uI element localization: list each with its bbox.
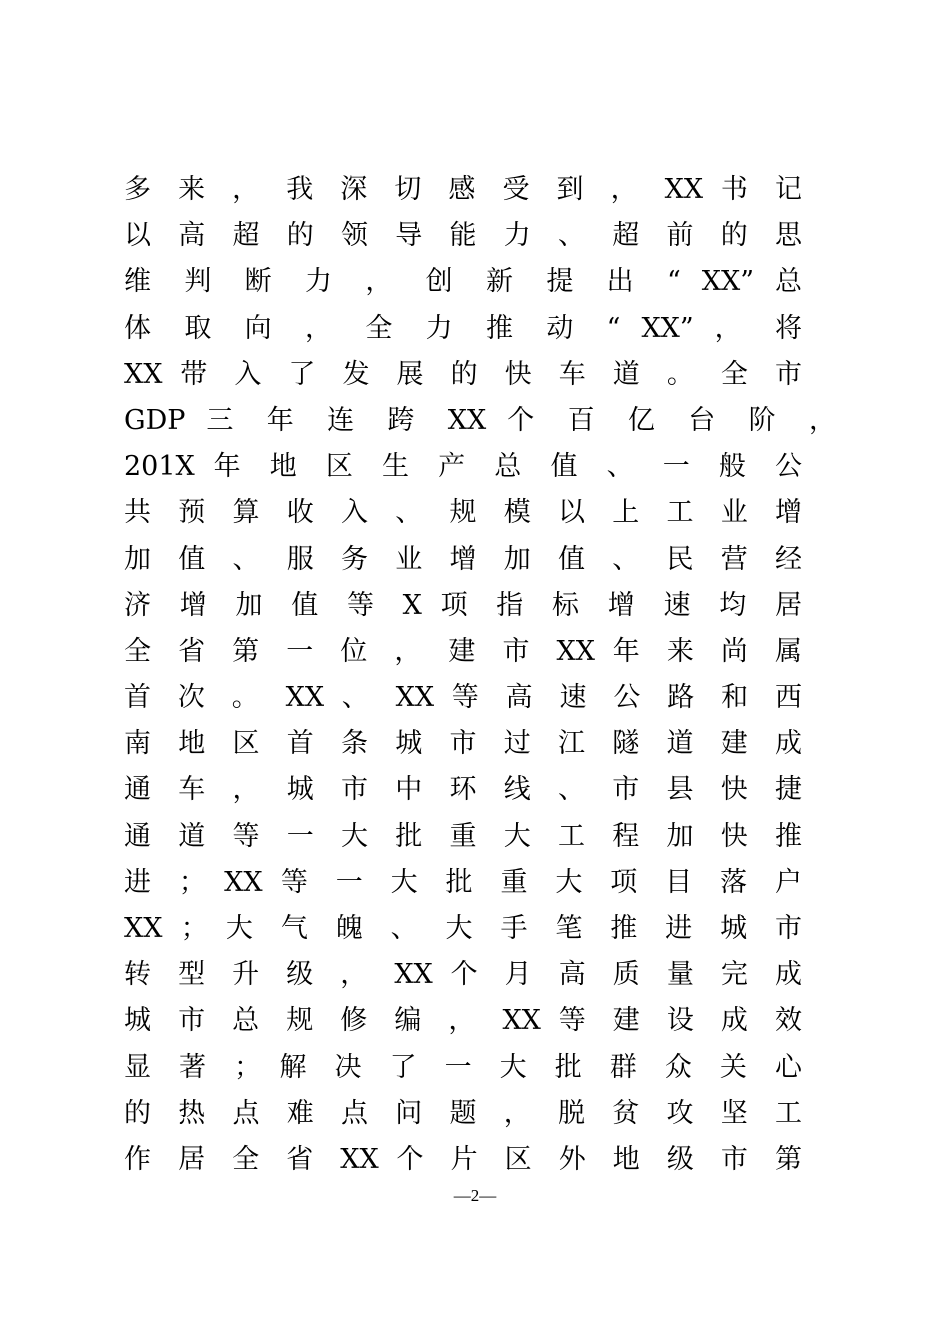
- page-number: —2—: [453, 1186, 497, 1205]
- text-line: 加 值 、 服 务 业 增 加 值 、 民 营 经: [124, 543, 802, 575]
- text-line: XX 带 入 了 发 展 的 快 车 道 。 全 市: [124, 358, 802, 390]
- text-line: 201X 年 地 区 生 产 总 值 、 一 般 公: [124, 451, 802, 483]
- text-line: XX ； 大 气 魄 、 大 手 笔 推 进 城 市: [124, 913, 802, 944]
- text-line: 南 地 区 首 条 城 市 过 江 隧 道 建 成: [124, 728, 802, 760]
- text-line: 作 居 全 省 XX 个 片 区 外 地 级 市 第: [124, 1143, 802, 1175]
- text-line: 体 取 向 ， 全 力 推 动 “ XX” ， 将: [124, 312, 802, 344]
- text-line: 多 来 ， 我 深 切 感 受 到 ， XX 书 记: [124, 174, 802, 205]
- text-line: 维 判 断 力 ， 创 新 提 出 “ XX” 总: [124, 266, 802, 298]
- text-line: 济 增 加 值 等 X 项 指 标 增 速 均 居: [124, 589, 802, 621]
- text-line: 通 道 等 一 大 批 重 大 工 程 加 快 推: [124, 820, 802, 852]
- text-line: 显 著 ； 解 决 了 一 大 批 群 众 关 心: [124, 1051, 802, 1083]
- text-line: 以 高 超 的 领 导 能 力 、 超 前 的 思: [124, 220, 802, 252]
- text-line: 共 预 算 收 入 、 规 模 以 上 工 业 增: [124, 497, 802, 529]
- text-line: 城 市 总 规 修 编 ， XX 等 建 设 成 效: [124, 1005, 802, 1037]
- text-line: 的 热 点 难 点 问 题 ， 脱 贫 攻 坚 工: [124, 1097, 802, 1129]
- text-line: 首 次 。 XX 、 XX 等 高 速 公 路 和 西: [124, 682, 802, 714]
- text-line: 全 省 第 一 位 ， 建 市 XX 年 来 尚 属: [124, 635, 802, 667]
- body-text: [124, 167, 848, 1183]
- text-line: 通 车 ， 城 市 中 环 线 、 市 县 快 捷: [124, 774, 802, 806]
- text-line: 转 型 升 级 ， XX 个 月 高 质 量 完 成: [124, 959, 802, 991]
- text-line: GDP 三 年 连 跨 XX 个 百 亿 台 阶 ，: [124, 404, 836, 436]
- text-line: 进 ； XX 等 一 大 批 重 大 项 目 落 户: [124, 866, 802, 898]
